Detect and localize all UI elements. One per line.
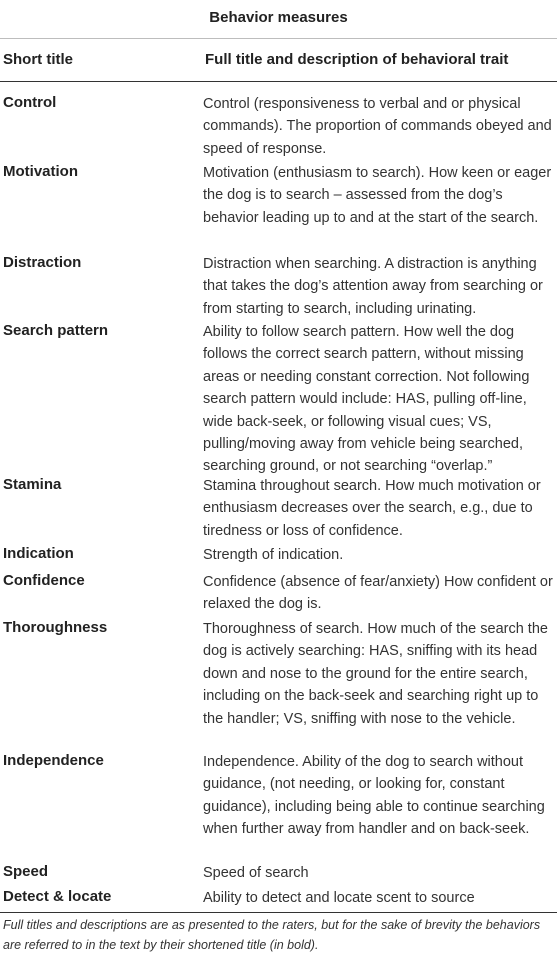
row-description: Ability to detect and locate scent to source — [203, 890, 475, 906]
column-header-full-title: Full title and description of behavioral trait — [205, 51, 509, 68]
column-header-short-title: Short title — [3, 51, 73, 68]
row-short-title: Confidence — [3, 572, 85, 589]
row-short-title: Control — [3, 94, 57, 111]
title-rule — [0, 38, 557, 39]
row-short-title: Thoroughness — [3, 619, 108, 636]
row-description: Distraction when searching. A distraction is anything that takes the dog’s attention away from searching or from starting to search, including urinating. — [203, 256, 543, 317]
row-description: Stamina throughout search. How much motivation or enthusiasm decreases over the search, e.g., due to tiredness or loss of confidence. — [203, 478, 541, 539]
row-short-title: Speed — [3, 863, 49, 880]
row-short-title: Detect & locate — [3, 888, 112, 905]
row-short-title: Independence — [3, 752, 104, 769]
row-short-title: Distraction — [3, 254, 82, 271]
row-short-title: Motivation — [3, 163, 78, 180]
row-short-title: Stamina — [3, 476, 62, 493]
row-description: Strength of indication. — [203, 547, 344, 563]
header-rule — [0, 81, 557, 82]
table-title: Behavior measures — [209, 9, 348, 26]
row-description: Motivation (enthusiasm to search). How keen or eager the dog is to search – assessed from the dog’s behavior leading up to and at the start of the search. — [203, 165, 552, 226]
row-description: Independence. Ability of the dog to search without guidance, (not needing, or looking for, constant guidance), including being able to continue searching when further away from handler and on back-seek. — [203, 754, 545, 838]
row-description: Speed of search — [203, 865, 309, 881]
row-description: Confidence (absence of fear/anxiety) How confident or relaxed the dog is. — [203, 574, 553, 613]
row-short-title: Search pattern — [3, 322, 109, 339]
table-bottom-rule — [0, 912, 557, 913]
row-short-title: Indication — [3, 545, 74, 562]
row-description: Ability to follow search pattern. How well the dog follows the correct search pattern, without missing areas or needing constant correction. Not following search pattern would include: HAS, pulling off-line, wide back-seek, or following visual cues; VS, pulling/moving away from vehicle being searched, searching ground, or not searching “overlap.” — [203, 324, 530, 475]
table-footnote: Full titles and descriptions are as presented to the raters, but for the sake of brevity the behaviors are referred to in the text by their shortened title (in bold). — [3, 918, 541, 952]
row-description: Control (responsiveness to verbal and or physical commands). The proportion of commands obeyed and speed of response. — [203, 96, 552, 157]
row-description: Thoroughness of search. How much of the search the dog is actively searching: HAS, sniffing with its head down and nose to the ground for the entire search, including on the back-seek and searching right up to the handler; VS, sniffing with nose to the vehicle. — [203, 621, 548, 727]
